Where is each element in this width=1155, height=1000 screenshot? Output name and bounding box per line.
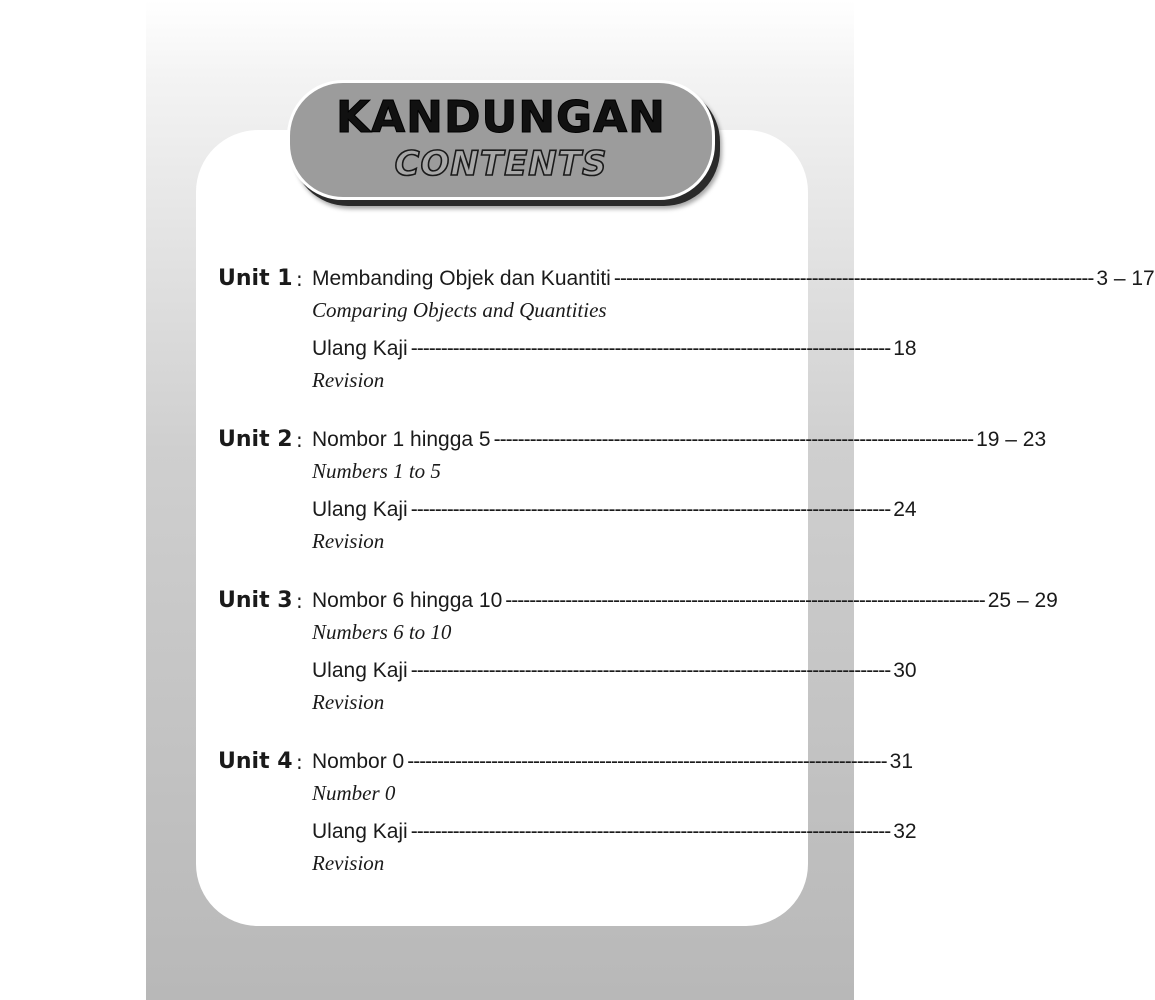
- unit-label: Unit 2: [218, 427, 293, 452]
- dot-leader: --------------------------------------------------------------------------------: [410, 498, 891, 521]
- topic-title-en: Numbers 6 to 10: [312, 620, 452, 644]
- unit-1-revision-row: [218, 333, 917, 365]
- unit-4-revision-row: [218, 816, 917, 848]
- topic-title-en: Number 0: [312, 781, 396, 805]
- dot-leader: --------------------------------------------------------------------------------: [613, 267, 1094, 290]
- toc-entry[interactable]: [312, 424, 1047, 456]
- page-number: 30: [893, 659, 917, 682]
- unit-3-revision-row: [218, 655, 917, 687]
- revision-title-en: Revision: [312, 690, 385, 714]
- colon: :: [296, 750, 303, 774]
- toc-entry[interactable]: [312, 494, 917, 526]
- topic-title: Membanding Objek dan Kuantiti: [312, 267, 611, 290]
- toc-entry[interactable]: [312, 816, 917, 848]
- dot-leader: --------------------------------------------------------------------------------: [410, 659, 891, 682]
- revision-title: Ulang Kaji: [312, 659, 408, 682]
- toc-entry[interactable]: [312, 585, 1058, 617]
- dot-leader: --------------------------------------------------------------------------------: [410, 820, 891, 843]
- topic-title: Nombor 0: [312, 750, 405, 773]
- unit-1-row: [218, 263, 1155, 295]
- topic-title-en: Comparing Objects and Quantities: [312, 298, 607, 322]
- page-number: 3 – 17: [1096, 267, 1155, 290]
- title-sub: CONTENTS: [394, 144, 608, 184]
- unit-3-row: [218, 585, 1058, 617]
- page-number: 19 – 23: [976, 428, 1047, 451]
- toc-entry[interactable]: [312, 333, 917, 365]
- topic-title: Nombor 1 hingga 5: [312, 428, 491, 451]
- unit-2-revision-row: [218, 494, 917, 526]
- page-number: 25 – 29: [987, 589, 1058, 612]
- revision-title-en: Revision: [312, 851, 385, 875]
- colon: :: [296, 267, 303, 291]
- colon: :: [296, 589, 303, 613]
- toc-entry[interactable]: [312, 655, 917, 687]
- revision-title-en: Revision: [312, 368, 385, 392]
- contents-card: [196, 130, 808, 926]
- dot-leader: --------------------------------------------------------------------------------: [493, 428, 974, 451]
- unit-2-row: [218, 424, 1047, 456]
- page-number: 32: [893, 820, 917, 843]
- page-number: 31: [889, 750, 914, 773]
- unit-label: Unit 3: [218, 588, 293, 613]
- colon: :: [296, 428, 303, 452]
- revision-title: Ulang Kaji: [312, 498, 408, 521]
- topic-title-en: Numbers 1 to 5: [312, 459, 441, 483]
- unit-label: Unit 4: [218, 749, 293, 774]
- unit-label: Unit 1: [218, 266, 293, 291]
- revision-title-en: Revision: [312, 529, 385, 553]
- dot-leader: --------------------------------------------------------------------------------: [410, 337, 891, 360]
- toc-entry[interactable]: [312, 263, 1155, 295]
- revision-title: Ulang Kaji: [312, 820, 408, 843]
- dot-leader: --------------------------------------------------------------------------------: [505, 589, 985, 612]
- revision-title: Ulang Kaji: [312, 337, 408, 360]
- page-number: 24: [893, 498, 917, 521]
- title-main: KANDUNGAN: [335, 92, 667, 143]
- unit-4-row: [218, 746, 914, 778]
- dot-leader: --------------------------------------------------------------------------------: [407, 750, 887, 773]
- topic-title: Nombor 6 hingga 10: [312, 589, 503, 612]
- page-number: 18: [893, 337, 917, 360]
- toc-entry[interactable]: [312, 746, 914, 778]
